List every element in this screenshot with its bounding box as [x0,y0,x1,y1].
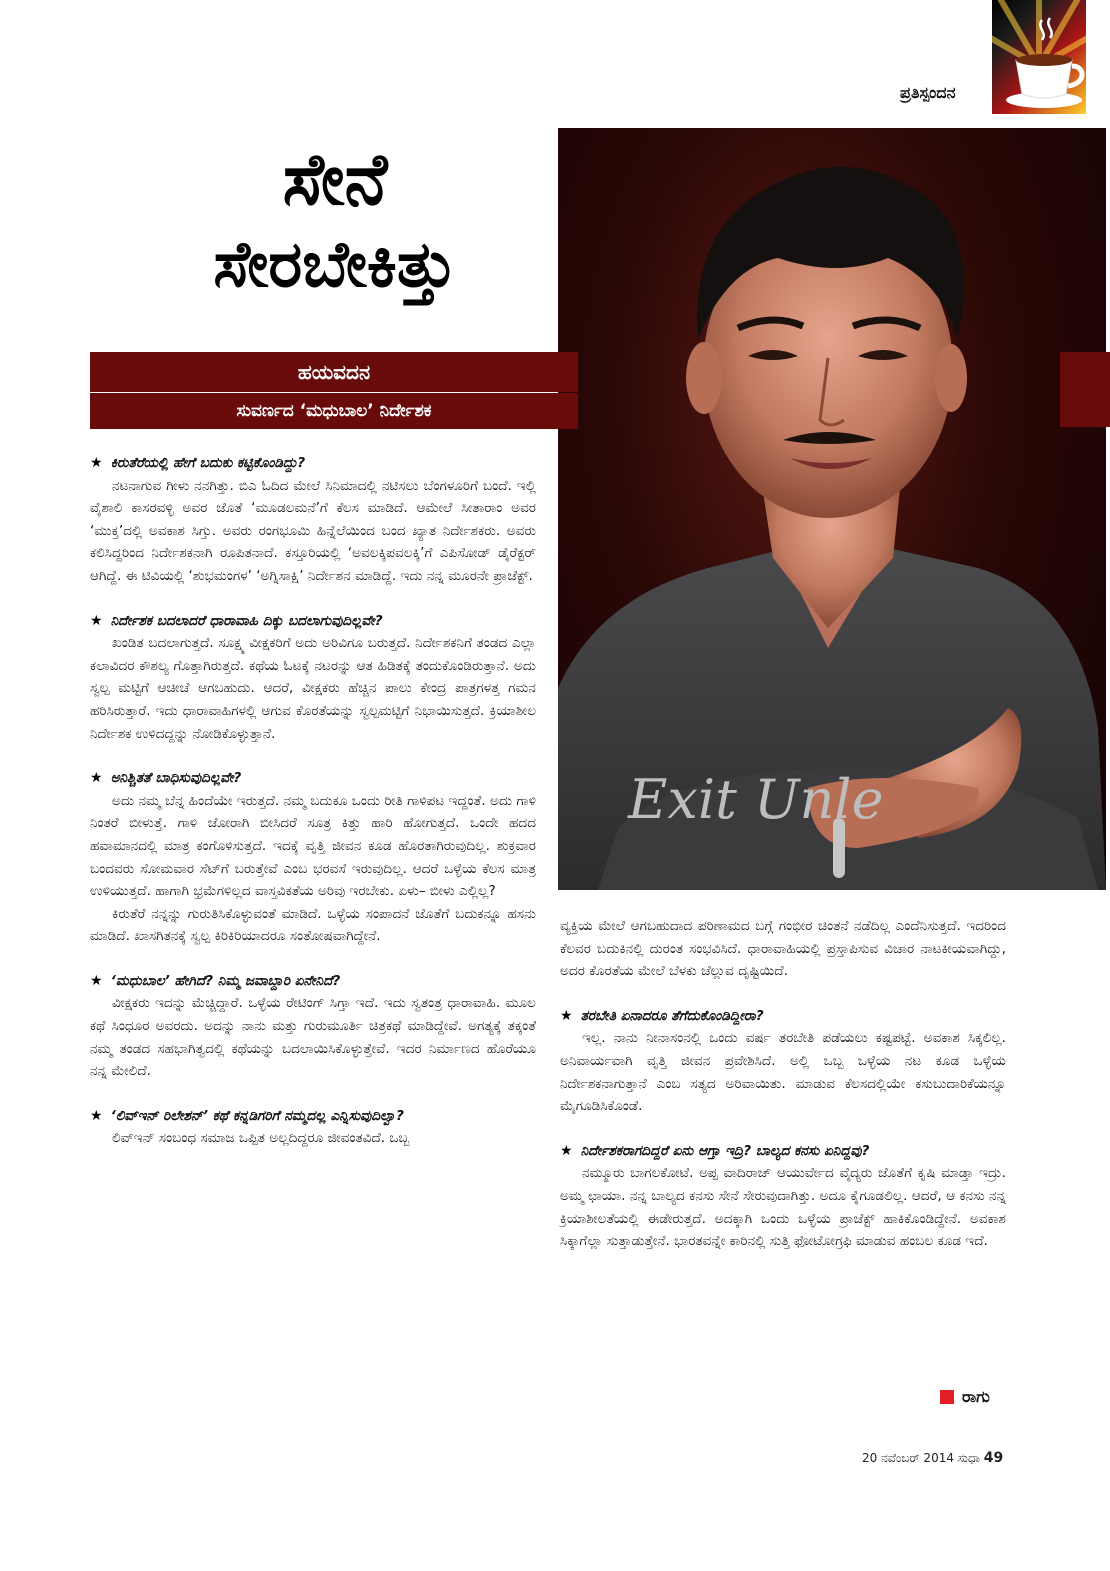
right-text-column [560,915,1006,1253]
question-text: ‘ಲಿವ್‌ಇನ್ ರಿಲೇಶನ್’ ಕಥೆ ಕನ್ನಡಿಗರಿಗೆ ನಮ್ಮದಲ್ಲ ಎನ್ನಿಸುವುದಿಲ್ವಾ? [110,1107,404,1124]
answer-paragraph: ಖಂಡಿತ ಬದಲಾಗುತ್ತದೆ. ಸೂಕ್ಷ್ಮ ವೀಕ್ಷಕರಿಗೆ ಅದು ಅರಿವಿಗೂ ಬರುತ್ತದೆ. ನಿರ್ದೇಶಕನಿಗೆ ತಂಡದ ಎಲ್ಲಾ ಕಲಾವಿದರ ಕೌಶಲ್ಯ ಗೊತ್ತಾಗಿರುತ್ತದೆ. ಕಥೆಯ ಓಟಕ್ಕೆ ನಟರನ್ನು ಆತ ಹಿಡಿತಕ್ಕೆ ತಂದುಕೊಂಡಿರುತ್ತಾನೆ. ಅದು ಸ್ವಲ್ಪ ಮಟ್ಟಿಗೆ ಆಚೀಚೆ ಆಗಬಹುದು. ಆದರೆ, ವೀಕ್ಷಕರು ಹೆಚ್ಚಿನ ಪಾಲು ಕೇಂದ್ರ ಪಾತ್ರಗಳತ್ತ ಗಮನ ಹರಿಸಿರುತ್ತಾರೆ. ಇದು ಧಾರಾವಾಹಿಗಳಲ್ಲಿ ಆಗುವ ಕೊರತೆಯನ್ನು ಸ್ವಲ್ಪಮಟ್ಟಿಗೆ ನಿಭಾಯಿಸುತ್ತದೆ. ಕ್ರಿಯಾಶೀಲ ನಿರ್ದೇಶಕ ಉಳಿದದ್ದನ್ನು ನೋಡಿಕೊಳ್ಳುತ್ತಾನೆ. [90,635,536,742]
answer-paragraph: ಕಿರುತೆರೆ ನನ್ನನ್ನು ಗುರುತಿಸಿಕೊಳ್ಳುವಂತೆ ಮಾಡಿದೆ. ಒಳ್ಳೆಯ ಸಂಪಾದನೆ ಜೊತೆಗೆ ಬದುಕನ್ನೂ ಹಸನು ಮಾಡಿದೆ. ಖಾಸಗಿತನಕ್ಕೆ ಸ್ವಲ್ಪ ಕಿರಿಕಿರಿಯಾದರೂ ಸಂತೋಷವಾಗಿದ್ದೇನೆ. [90,905,536,945]
star-bullet-icon: ★ [560,1142,573,1159]
answer-paragraph: ವ್ಯಕ್ತಿಯ ಮೇಲೆ ಆಗಬಹುದಾದ ಪರಿಣಾಮದ ಬಗ್ಗೆ ಗಂಭೀರ ಚಿಂತನೆ ನಡೆದಿಲ್ಲ ಎಂದೆನಿಸುತ್ತದೆ. ಇದರಿಂದ ಕೆಲವರ ಬದುಕಿನಲ್ಲಿ ದುರಂತ ಸಂಭವಿಸಿದೆ. ಧಾರಾವಾಹಿಯಲ್ಲಿ ಪ್ರಸ್ತಾಪಿಸುವ ವಿಚಾರ ನಾಟಕೀಯವಾಗಿದ್ದು, ಅದರ ಕೊರತೆಯ ಮೇಲೆ ಬೆಳಕು ಚೆಲ್ಲುವ ದೃಷ್ಟಿಯಿದೆ. [560,918,1006,980]
paragraph-gap [90,588,536,610]
interview-question [90,452,536,475]
page-footer [862,1450,1003,1466]
interview-question [90,767,536,790]
question-text: ನಿರ್ದೇಶಕರಾಗದಿದ್ದರೆ ಏನು ಆಗ್ತಾ ಇದ್ರಿ? ಬಾಲ್ಯದ ಕನಸು ಏನಿದ್ದವು? [580,1142,870,1159]
author-signature [940,1387,990,1407]
star-bullet-icon: ★ [90,612,103,629]
star-bullet-icon: ★ [90,972,103,989]
section-label: ಪ್ರತಿಸ್ಪಂದನ [900,83,956,102]
paragraph-gap [560,983,1006,1005]
answer-paragraph: ಇಲ್ಲ. ನಾನು ನೀನಾಸಂನಲ್ಲಿ ಒಂದು ವರ್ಷ ತರಬೇತಿ ಪಡೆಯಲು ಕಷ್ಟಪಟ್ಟೆ. ಅವಕಾಶ ಸಿಕ್ಕಲಿಲ್ಲ. ಅನಿವಾರ್ಯವಾಗಿ ವೃತ್ತಿ ಜೀವನ ಪ್ರವೇಶಿಸಿದೆ. ಅಲ್ಲಿ ಒಬ್ಬ ಒಳ್ಳೆಯ ನಟ ಕೂಡ ಒಳ್ಳೆಯ ನಿರ್ದೇಶಕನಾಗುತ್ತಾನೆ ಎಂಬ ಸತ್ಯದ ಅರಿವಾಯಿತು. ಮಾಡುವ ಕೆಲಸದಲ್ಲಿಯೇ ಕಸುಬುದಾರಿಕೆಯನ್ನೂ ಮೈಗೂಡಿಸಿಕೊಂಡೆ. [560,1030,1006,1115]
signature-square-icon [940,1390,954,1404]
answer-paragraph: ನಮ್ಮೂರು ಬಾಗಲಕೋಟೆ. ಅಪ್ಪ ವಾದಿರಾಜ್ ಆಯುರ್ವೇದ ವೈದ್ಯರು ಜೊತೆಗೆ ಕೃಷಿ ಮಾಡ್ತಾ ಇದ್ರು. ಅಮ್ಮ ಛಾಯಾ. ನನ್ನ ಬಾಲ್ಯದ ಕನಸು ಸೇನೆ ಸೇರುವುದಾಗಿತ್ತು. ಅದೂ ಕೈಗೂಡಲಿಲ್ಲ. ಆದರೆ, ಆ ಕನಸು ನನ್ನ ಕ್ರಿಯಾಶೀಲತೆಯಲ್ಲಿ ಈಡೇರುತ್ತದೆ. ಅದಕ್ಕಾಗಿ ಒಂದು ಒಳ್ಳೆಯ ಪ್ರಾಜೆಕ್ಟ್ ಹಾಕಿಕೊಂಡಿದ್ದೇನೆ. ಅವಕಾಶ ಸಿಕ್ಕಾಗೆಲ್ಲಾ ಸುತ್ತಾಡುತ್ತೇನೆ. ಭಾರತವನ್ನೇ ಕಾರಿನಲ್ಲಿ ಸುತ್ತಿ ಫೋಟೋಗ್ರಫಿ ಮಾಡುವ ಹಂಬಲ ಕೂಡ ಇದೆ. [560,1165,1006,1250]
title-line-2: ಸೇರಬೇಕಿತ್ತು [213,227,457,302]
edge-color-tab [1060,352,1110,427]
author-name: ರಾಗು [962,1387,990,1406]
footer-date: 20 ನವೆಂಬರ್ 2014 ಸುಧಾ [862,1451,980,1465]
coffee-cup-icon [992,0,1086,114]
paragraph-gap [90,948,536,970]
question-text: ತರಬೇತಿ ಏನಾದರೂ ತೆಗೆದುಕೊಂಡಿದ್ದೀರಾ? [580,1007,764,1024]
paragraph-gap [560,1118,1006,1140]
interviewee-role: ಸುವರ್ಣದ ‘ಮಧುಬಾಲ’ ನಿರ್ದೇಶಕ [90,393,578,429]
page-number: 49 [983,1450,1004,1466]
answer-paragraph: ವೀಕ್ಷಕರು ಇದನ್ನು ಮೆಚ್ಚಿದ್ದಾರೆ. ಒಳ್ಳೆಯ ರೇಟಿಂಗ್ ಸಿಗ್ತಾ ಇದೆ. ಇದು ಸ್ವತಂತ್ರ ಧಾರಾವಾಹಿ. ಮೂಲ ಕಥೆ ಸಿಂಧೂರ ಅವರದು. ಅದನ್ನು ನಾನು ಮತ್ತು ಗುರುಮೂರ್ತಿ ಚಿತ್ರಕಥೆ ಮಾಡಿದ್ದೇವೆ. ಅಗತ್ಯಕ್ಕೆ ತಕ್ಕಂತೆ ನಮ್ಮ ತಂಡದ ಸಹಭಾಗಿತ್ವದಲ್ಲಿ ಕಥೆಯನ್ನು ಬದಲಾಯಿಸಿಕೊಳ್ಳುತ್ತೇವೆ. ಇದರ ನಿರ್ಮಾಣದ ಹೊರೆಯೂ ನನ್ನ ಮೇಲಿದೆ. [90,995,536,1080]
question-text: ನಿರ್ದೇಶಕ ಬದಲಾದರೆ ಧಾರಾವಾಹಿ ದಿಕ್ಕು ಬದಲಾಗುವುದಿಲ್ಲವೇ? [110,612,383,629]
answer-paragraph: ನಟನಾಗುವ ಗೀಳು ನನಗಿತ್ತು. ಬಿಎ ಓದಿದ ಮೇಲೆ ಸಿನಿಮಾದಲ್ಲಿ ನಟಿಸಲು ಬೆಂಗಳೂರಿಗೆ ಬಂದೆ. ಇಲ್ಲಿ ವೈಶಾಲಿ ಕಾಸರವಳ್ಳಿ ಅವರ ಜೊತೆ ‘ಮೂಡಲಮನೆ’ಗೆ ಕೆಲಸ ಮಾಡಿದೆ. ಆಮೇಲೆ ಸೀತಾರಾಂ ಅವರ ‘ಮುಕ್ತ’ದಲ್ಲಿ ಅವಕಾಶ ಸಿಗ್ತು. ಅವರು ರಂಗಭೂಮಿ ಹಿನ್ನೆಲೆಯಿಂದ ಬಂದ ಖ್ಯಾತ ನಿರ್ದೇಶಕರು. ಅವರು ಕಲಿಸಿದ್ದರಿಂದ ನಿರ್ದೇಶಕನಾಗಿ ರೂಪಿತನಾದೆ. ಕಸ್ತೂರಿಯಲ್ಲಿ ‘ಅವಲಕ್ಕಿಪವಲಕ್ಕಿ’ಗೆ ಎಪಿಸೋಡ್ ಡೈರೆಕ್ಟರ್ ಆಗಿದ್ದೆ. ಈ ಟಿವಿಯಲ್ಲಿ ‘ಶುಭಮಂಗಳ’ ‘ಅಗ್ನಿಸಾಕ್ಷಿ’ ನಿರ್ದೇಶನ ಮಾಡಿದ್ದೆ. ಇದು ನನ್ನ ಮೂರನೇ ಪ್ರಾಜೆಕ್ಟ್. [90,477,536,584]
section-header-graphic [992,0,1086,114]
portrait-photo [558,128,1106,890]
left-text-column [90,452,536,1150]
interview-question [90,1105,536,1128]
star-bullet-icon: ★ [90,455,103,471]
question-text: ‘ಮಧುಬಾಲ’ ಹೇಗಿದೆ? ನಿಮ್ಮ ಜವಾಬ್ದಾರಿ ಏನೇನಿದೆ? [110,972,341,989]
question-text: ಅನಿಶ್ಚಿತತೆ ಬಾಧಿಸುವುದಿಲ್ಲವೇ? [110,770,242,787]
answer-paragraph: ಲಿವ್‌ಇನ್ ಸಂಬಂಧ ಸಮಾಜ ಒಪ್ಪಿತ ಅಲ್ಲದಿದ್ದರೂ ಜೀವಂತವಿದೆ. ಒಬ್ಬ [112,1130,410,1147]
paragraph-gap [90,745,536,767]
star-bullet-icon: ★ [90,770,103,787]
interview-question [560,1140,1006,1163]
answer-paragraph: ಅದು ನಮ್ಮ ಬೆನ್ನ ಹಿಂದೆಯೇ ಇರುತ್ತದೆ. ನಮ್ಮ ಬದುಕೂ ಒಂದು ರೀತಿ ಗಾಳಿಪಟ ಇದ್ದಂತೆ. ಅದು ಗಾಳಿ ನಿಂತರೆ ಬೀಳುತ್ತೆ. ಗಾಳಿ ಜೋರಾಗಿ ಬೀಸಿದರೆ ಸೂತ್ರ ಕಿತ್ತು ಹಾರಿ ಹೋಗುತ್ತದೆ. ಒಂದೇ ಹದದ ಹವಾಮಾನದಲ್ಲಿ ಮಾತ್ರ ಕಂಗೊಳಿಸುತ್ತದೆ. ಇದಕ್ಕೆ ವೃತ್ತಿ ಜೀವನ ಕೂಡ ಹೊರತಾಗಿರುವುದಿಲ್ಲ. ಶುಕ್ರವಾರ ಬಂದವರು ಸೋಮವಾರ ಸೆಟ್‌ಗೆ ಬರುತ್ತೇವೆ ಎಂಬ ಭರವಸೆ ಇರುವುದಿಲ್ಲ. ಆದರೆ ಒಳ್ಳೆಯ ಕೆಲಸ ಮಾತ್ರ ಉಳಿಯುತ್ತದೆ. ಹಾಗಾಗಿ ಭ್ರಮೆಗಳಿಲ್ಲದ ವಾಸ್ತವಿಕತೆಯ ಅರಿವು ಇರಬೇಕು. ಏಳು– ಬೀಳು ಎಲ್ಲಿಲ್ಲ? [90,792,536,900]
title-line-1: ಸೇನೆ [282,137,388,221]
interview-question [560,1005,1006,1028]
shirt-print: Exit Unle [628,768,884,831]
paragraph-gap [90,1083,536,1105]
star-bullet-icon: ★ [90,1107,103,1124]
article-title [120,137,550,302]
portrait-illustration [558,128,1106,890]
interview-question [90,610,536,633]
question-text: ಕಿರುತೆರೆಯಲ್ಲಿ ಹೇಗೆ ಬದುಕು ಕಟ್ಟಿಕೊಂಡಿದ್ದು? [110,455,306,471]
interview-question [90,970,536,993]
star-bullet-icon: ★ [560,1007,573,1024]
interviewee-name: ಹಯವದನ [90,352,578,392]
